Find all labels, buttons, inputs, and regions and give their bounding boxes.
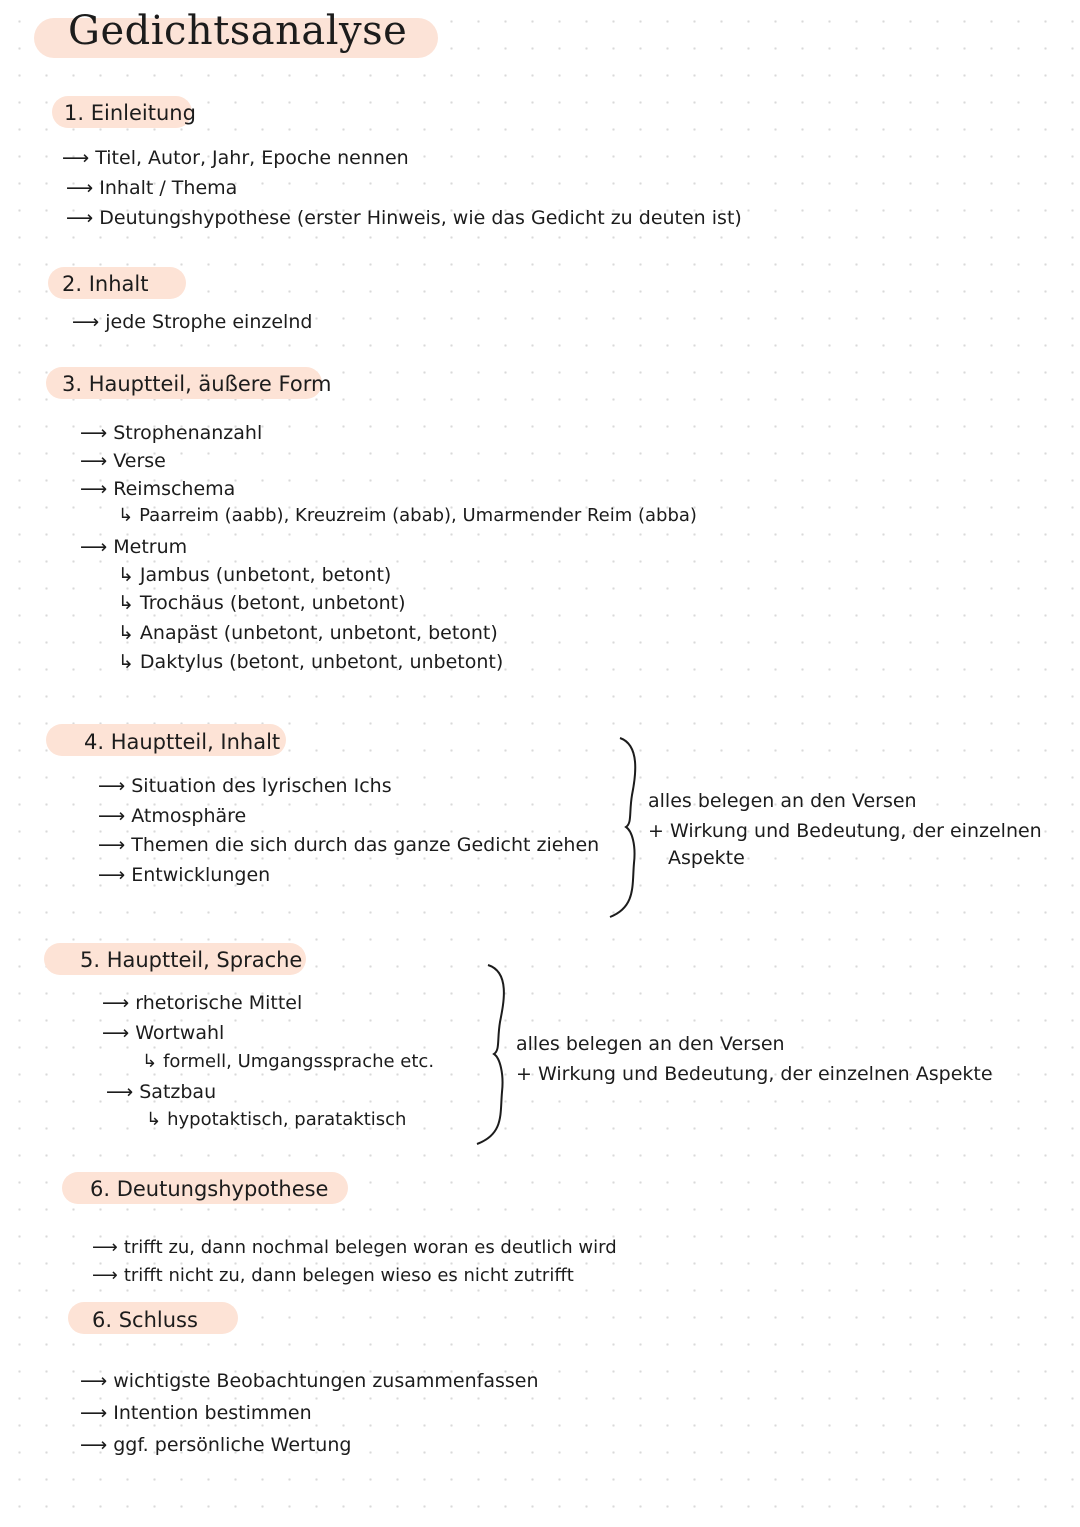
section-heading-hauptteil-inhalt: 4. Hauptteil, Inhalt bbox=[84, 730, 281, 754]
sub-arrow-icon: ↳ bbox=[118, 592, 134, 614]
arrow-icon: ⟶ bbox=[72, 311, 100, 333]
arrow-icon: ⟶ bbox=[80, 536, 108, 558]
arrow-icon: ⟶ bbox=[106, 1081, 134, 1103]
arrow-icon: ⟶ bbox=[66, 177, 94, 199]
curly-brace-icon bbox=[474, 962, 514, 1148]
arrow-icon: ⟶ bbox=[62, 147, 90, 169]
list-item: ⟶ rhetorische Mittel bbox=[102, 992, 303, 1014]
arrow-icon: ⟶ bbox=[80, 422, 108, 444]
sub-item: ↳ Paarreim (aabb), Kreuzreim (abab), Umarmender Reim (abba) bbox=[118, 505, 697, 526]
list-item: ⟶ trifft nicht zu, dann belegen wieso es nicht zutrifft bbox=[92, 1265, 574, 1286]
side-note: Aspekte bbox=[668, 847, 745, 869]
list-item: ⟶ Themen die sich durch das ganze Gedicht ziehen bbox=[98, 834, 600, 856]
section-heading-deutungshypothese: 6. Deutungshypothese bbox=[90, 1177, 329, 1201]
sub-arrow-icon: ↳ bbox=[118, 651, 134, 673]
arrow-icon: ⟶ bbox=[98, 775, 126, 797]
sub-item: ↳ formell, Umgangssprache etc. bbox=[142, 1051, 435, 1072]
side-note: + Wirkung und Bedeutung, der einzelnen bbox=[648, 820, 1042, 842]
sub-arrow-icon: ↳ bbox=[118, 622, 134, 644]
arrow-icon: ⟶ bbox=[80, 1402, 108, 1424]
side-note: alles belegen an den Versen bbox=[516, 1033, 785, 1055]
list-item: ⟶ Reimschema bbox=[80, 478, 236, 500]
sub-arrow-icon: ↳ bbox=[146, 1109, 162, 1130]
page-title: Gedichtsanalyse bbox=[68, 8, 408, 54]
sub-item: ↳ Daktylus (betont, unbetont, unbetont) bbox=[118, 651, 504, 673]
arrow-icon: ⟶ bbox=[80, 1434, 108, 1456]
list-item: ⟶ wichtigste Beobachtungen zusammenfassen bbox=[80, 1370, 539, 1392]
list-item: ⟶ Metrum bbox=[80, 536, 188, 558]
list-item: ⟶ Strophenanzahl bbox=[80, 422, 263, 444]
list-item: ⟶ Entwicklungen bbox=[98, 864, 271, 886]
list-item: ⟶ Titel, Autor, Jahr, Epoche nennen bbox=[62, 147, 409, 169]
section-heading-schluss: 6. Schluss bbox=[92, 1308, 198, 1332]
list-item: ⟶ jede Strophe einzelnd bbox=[72, 311, 313, 333]
list-item: ⟶ Intention bestimmen bbox=[80, 1402, 312, 1424]
list-item: ⟶ Wortwahl bbox=[102, 1022, 225, 1044]
arrow-icon: ⟶ bbox=[80, 478, 108, 500]
curly-brace-icon bbox=[606, 735, 646, 920]
arrow-icon: ⟶ bbox=[98, 864, 126, 886]
sub-item: ↳ Jambus (unbetont, betont) bbox=[118, 564, 392, 586]
section-heading-inhalt: 2. Inhalt bbox=[62, 272, 149, 296]
side-note: alles belegen an den Versen bbox=[648, 790, 917, 812]
list-item: ⟶ Verse bbox=[80, 450, 166, 472]
sub-item: ↳ hypotaktisch, parataktisch bbox=[146, 1109, 407, 1130]
list-item: ⟶ Satzbau bbox=[106, 1081, 217, 1103]
arrow-icon: ⟶ bbox=[98, 834, 126, 856]
section-heading-einleitung: 1. Einleitung bbox=[64, 101, 196, 125]
side-note: + Wirkung und Bedeutung, der einzelnen Aspekte bbox=[516, 1063, 993, 1085]
arrow-icon: ⟶ bbox=[102, 1022, 130, 1044]
list-item: ⟶ Atmosphäre bbox=[98, 805, 247, 827]
arrow-icon: ⟶ bbox=[66, 207, 94, 229]
list-item: ⟶ Deutungshypothese (erster Hinweis, wie das Gedicht zu deuten ist) bbox=[66, 207, 742, 229]
arrow-icon: ⟶ bbox=[92, 1265, 118, 1286]
arrow-icon: ⟶ bbox=[92, 1237, 118, 1258]
sub-arrow-icon: ↳ bbox=[118, 564, 134, 586]
arrow-icon: ⟶ bbox=[80, 1370, 108, 1392]
sub-arrow-icon: ↳ bbox=[142, 1051, 158, 1072]
list-item: ⟶ trifft zu, dann nochmal belegen woran es deutlich wird bbox=[92, 1237, 617, 1258]
sub-item: ↳ Trochäus (betont, unbetont) bbox=[118, 592, 406, 614]
sub-item: ↳ Anapäst (unbetont, unbetont, betont) bbox=[118, 622, 498, 644]
sub-arrow-icon: ↳ bbox=[118, 505, 134, 526]
list-item: ⟶ ggf. persönliche Wertung bbox=[80, 1434, 352, 1456]
list-item: ⟶ Situation des lyrischen Ichs bbox=[98, 775, 392, 797]
arrow-icon: ⟶ bbox=[80, 450, 108, 472]
arrow-icon: ⟶ bbox=[98, 805, 126, 827]
arrow-icon: ⟶ bbox=[102, 992, 130, 1014]
section-heading-sprache: 5. Hauptteil, Sprache bbox=[80, 948, 303, 972]
list-item: ⟶ Inhalt / Thema bbox=[66, 177, 238, 199]
section-heading-aeussere-form: 3. Hauptteil, äußere Form bbox=[62, 372, 332, 396]
